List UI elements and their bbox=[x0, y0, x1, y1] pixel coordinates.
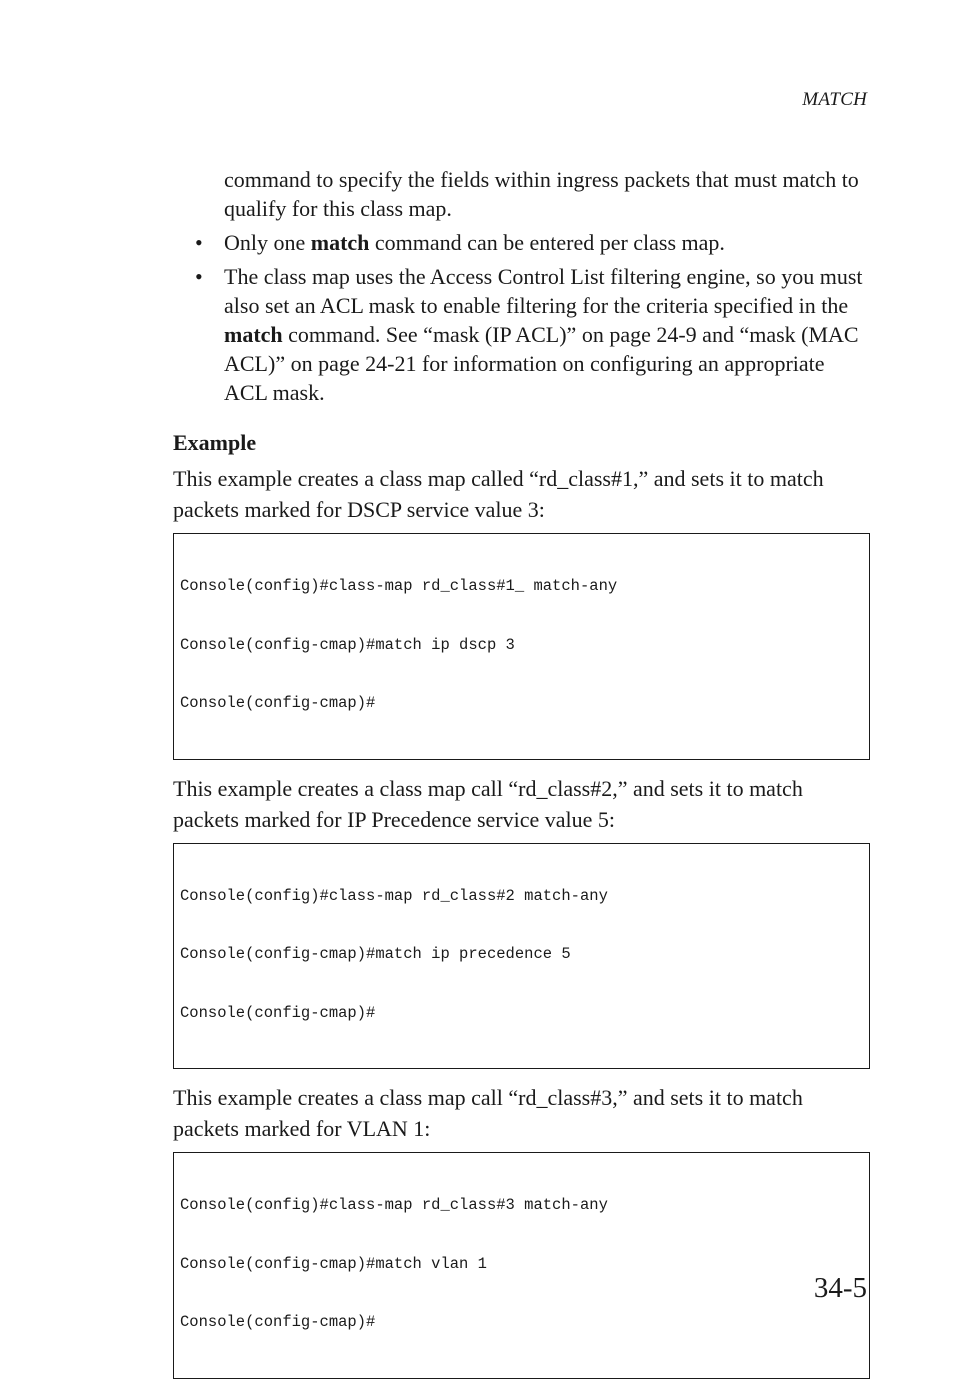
bullet-icon: • bbox=[195, 264, 203, 289]
usage-guidelines-list bbox=[173, 228, 870, 407]
code-line: Console(config-cmap)# bbox=[180, 694, 376, 712]
code-line: Console(config-cmap)# bbox=[180, 1003, 376, 1022]
code-line: Console(config-cmap)#match vlan 1 bbox=[180, 1254, 487, 1273]
bullet-text-post: command. See “mask (IP ACL)” on page 24-9 and “mask (MAC ACL)” on page 24-21 for information on configuring an appropriate ACL mask. bbox=[224, 322, 859, 405]
bullet-text-pre: Only one bbox=[224, 230, 311, 255]
example-3-description: This example creates a class map call “rd_class#3,” and sets it to match packets marked for VLAN 1: bbox=[173, 1085, 803, 1141]
list-item bbox=[173, 228, 870, 257]
example-heading: Example bbox=[173, 430, 257, 455]
example-1-description: This example creates a class map called “rd_class#1,” and sets it to match packets marked for DSCP service value 3: bbox=[173, 466, 824, 522]
example-2-code-block bbox=[173, 843, 870, 1070]
bullet-text-bold: match bbox=[310, 230, 370, 255]
bullet-text-bold: match bbox=[224, 322, 283, 347]
example-2-description: This example creates a class map call “rd_class#2,” and sets it to match packets marked for IP Precedence service value 5: bbox=[173, 775, 803, 832]
intro-continuation: command to specify the fields within ingress packets that must match to qualify for this class map. bbox=[224, 167, 859, 221]
code-line: Console(config-cmap)#match ip dscp 3 bbox=[180, 635, 515, 654]
page-number: 34-5 bbox=[813, 1272, 867, 1304]
code-line: Console(config)#class-map rd_class#2 match-any bbox=[180, 886, 608, 905]
page-content bbox=[173, 165, 870, 1379]
code-line: Console(config-cmap)# bbox=[180, 1313, 376, 1331]
running-header: MATCH bbox=[802, 89, 867, 110]
bullet-icon: • bbox=[195, 230, 203, 255]
example-3-code-block bbox=[173, 1152, 870, 1379]
example-1-code-block bbox=[173, 533, 870, 760]
code-line: Console(config-cmap)#match ip precedence 5 bbox=[180, 945, 571, 963]
code-line: Console(config)#class-map rd_class#3 match-any bbox=[180, 1196, 608, 1214]
code-line: Console(config)#class-map rd_class#1_ match-any bbox=[180, 577, 618, 595]
bullet-text-post: command can be entered per class map. bbox=[369, 230, 725, 255]
bullet-text-pre: The class map uses the Access Control List filtering engine, so you must also set an ACL mask to enable filtering for the criteria specified in the bbox=[224, 264, 863, 318]
list-item bbox=[173, 262, 870, 407]
